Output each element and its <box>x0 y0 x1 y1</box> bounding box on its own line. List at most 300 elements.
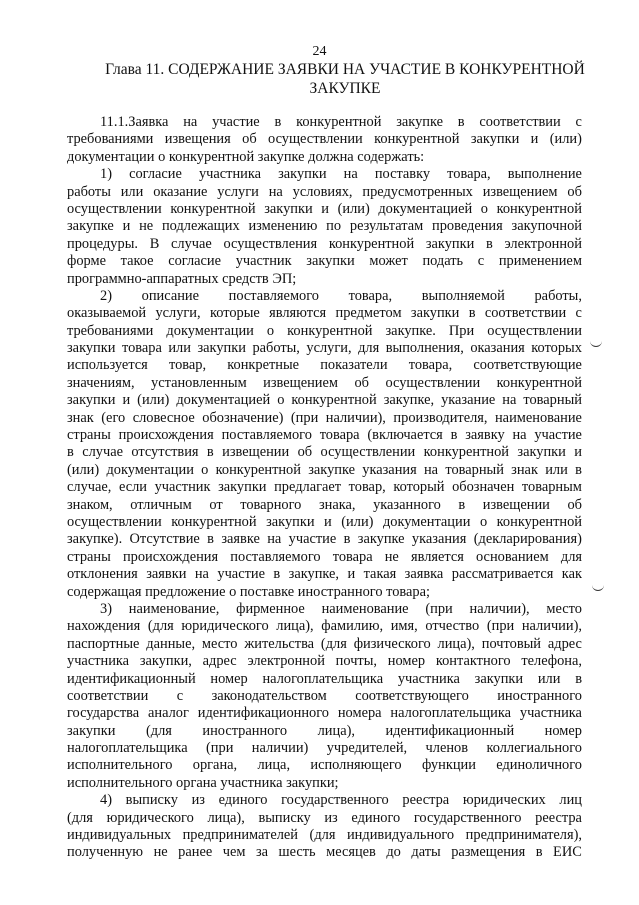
word: за <box>255 844 269 861</box>
word: о <box>266 322 275 339</box>
word: знаком, <box>67 496 113 513</box>
word: шесть <box>278 844 316 861</box>
word: юридического <box>181 618 269 635</box>
text-line <box>67 462 582 479</box>
word: согласие <box>129 166 182 183</box>
word: на <box>343 166 358 183</box>
word: исполнительного <box>67 757 173 774</box>
word: индивидуальных <box>67 827 172 844</box>
word: (для <box>145 722 172 739</box>
word: (для <box>320 635 347 652</box>
text-line <box>67 792 582 809</box>
word: на <box>423 461 439 478</box>
text-line <box>67 149 582 166</box>
word: конкурентной <box>374 131 460 148</box>
word: осуществлении <box>385 374 481 391</box>
word: рассматривается <box>451 566 554 583</box>
word: в <box>468 305 476 322</box>
word: согласие <box>168 253 222 270</box>
word: контактного <box>435 653 511 670</box>
word: 4) <box>100 792 112 809</box>
word: (для <box>147 618 174 635</box>
word: который <box>393 479 445 496</box>
word: конкурентной <box>328 235 415 252</box>
word: заявке <box>221 531 260 548</box>
word: документации <box>382 513 471 530</box>
word: в <box>457 114 465 130</box>
word: номер <box>210 670 248 687</box>
word: об <box>567 183 582 200</box>
word: лица), <box>317 722 355 739</box>
text-line <box>67 653 582 670</box>
word: участие <box>212 114 260 130</box>
word: даты <box>411 844 441 861</box>
word: закупки <box>218 479 267 496</box>
margin-scan-mark <box>590 340 602 347</box>
word: товара, <box>408 357 453 374</box>
word: закупки <box>264 200 313 217</box>
word: такая <box>363 566 397 583</box>
word: до <box>386 844 401 861</box>
word: коллегиального <box>486 740 582 757</box>
word: выполняемой <box>421 287 505 304</box>
word: с <box>477 253 485 270</box>
word: участника <box>397 670 460 687</box>
word: конкурентной <box>215 461 301 478</box>
word: наличии), <box>469 600 530 617</box>
word: В <box>149 235 160 252</box>
word: закупке, <box>383 392 435 409</box>
word: наличии) <box>251 740 309 757</box>
word: оказываемой <box>67 305 147 322</box>
word: закупки <box>306 253 355 270</box>
word: юридических <box>462 792 546 809</box>
word: на <box>267 531 282 548</box>
word: место <box>546 600 582 617</box>
word: закупки <box>470 131 520 148</box>
word: участник <box>154 479 211 496</box>
word: предпринимателей <box>182 827 298 844</box>
word: случае, <box>67 479 112 496</box>
word: товара; <box>386 583 430 600</box>
word: государственного <box>281 792 389 809</box>
word: предусмотренных <box>362 183 473 200</box>
word: документации <box>166 322 254 339</box>
word: адрес <box>202 653 237 670</box>
word: закупке <box>308 461 355 478</box>
word: почтовый <box>481 635 542 652</box>
word: являются <box>269 305 327 322</box>
word: обозначение) <box>202 409 284 426</box>
word: отклонения <box>67 566 138 583</box>
word: размещения <box>451 844 526 861</box>
word: как <box>561 566 582 583</box>
text-line <box>67 775 582 792</box>
word: в <box>343 531 351 548</box>
word: юридического <box>106 809 194 826</box>
word: в <box>575 670 582 687</box>
word: на <box>512 427 527 444</box>
word: аналог <box>148 705 189 722</box>
word: из <box>324 809 338 826</box>
word: закупки, <box>139 653 192 670</box>
word: знак <box>67 409 94 426</box>
text-line <box>67 705 582 722</box>
word: по <box>326 218 342 235</box>
word: выполнения, <box>385 340 464 357</box>
word: конкурентной <box>291 392 377 409</box>
word: случае <box>171 235 212 252</box>
word: является <box>410 548 464 565</box>
word: подлежащих <box>161 218 240 235</box>
word: конкурентной <box>171 513 257 530</box>
word: наименование <box>321 600 409 617</box>
word: полученную <box>67 844 144 861</box>
text-line <box>67 357 582 374</box>
word: проведения <box>432 218 503 235</box>
word: членов <box>425 740 469 757</box>
text-line <box>67 253 582 270</box>
word: (декларирования) <box>473 531 582 548</box>
text-line <box>67 288 582 305</box>
word: закупке, <box>288 566 340 583</box>
word: товар, <box>168 357 207 374</box>
word: месяцев <box>326 844 376 861</box>
word: условиях, <box>292 183 353 200</box>
word: ранее <box>178 844 213 861</box>
word: товара <box>319 427 360 444</box>
word: основанием <box>476 548 549 565</box>
word: закупки <box>474 670 524 687</box>
word: единого <box>218 792 268 809</box>
word: (при <box>425 600 453 617</box>
word: иностранного <box>297 583 387 600</box>
text-line <box>67 184 582 201</box>
word: страны <box>67 548 111 565</box>
word: (включается <box>367 427 443 444</box>
word: результатам <box>349 218 424 235</box>
word: единого <box>351 809 401 826</box>
word: из <box>191 792 205 809</box>
word: государства <box>67 705 140 722</box>
word: функции <box>421 757 476 774</box>
word: документацией <box>176 392 271 409</box>
word: и <box>321 200 329 217</box>
word: описание <box>141 287 199 304</box>
word: закупки; <box>286 774 339 791</box>
word: почты, <box>335 653 377 670</box>
word: При <box>448 322 475 339</box>
word: наименование <box>494 409 582 426</box>
word: участник <box>235 253 292 270</box>
word: соответствующего <box>355 687 469 704</box>
word: в <box>486 235 493 252</box>
word: работы, <box>534 287 582 304</box>
word: в <box>458 496 466 513</box>
word: номер <box>387 653 426 670</box>
text-line <box>67 236 582 253</box>
word: отчество <box>425 618 480 635</box>
word: (или) <box>337 200 370 217</box>
text-line <box>67 131 582 148</box>
word: оказания <box>470 340 525 357</box>
word: лиц <box>559 792 582 809</box>
word: участника <box>519 705 582 722</box>
word: в <box>206 444 214 461</box>
word: на <box>194 566 209 583</box>
word: телефона, <box>521 653 582 670</box>
text-line <box>67 114 582 131</box>
word: содержать: <box>357 148 425 165</box>
word: участника <box>67 653 130 670</box>
word: законодательством <box>211 687 327 704</box>
word: документации <box>106 461 194 478</box>
word: электронной <box>247 653 325 670</box>
word: и <box>347 566 356 583</box>
word: идентификационный <box>385 722 515 739</box>
word: участие <box>217 566 265 583</box>
text-line <box>67 340 582 357</box>
word: (при <box>290 409 319 426</box>
word: лица), <box>276 618 314 635</box>
word: содержащая <box>67 583 146 600</box>
word: о <box>277 392 285 409</box>
word: соответствии <box>484 305 567 322</box>
word: документации <box>67 148 159 165</box>
text-line <box>67 671 582 688</box>
text-line <box>67 584 582 601</box>
word: не <box>139 218 154 235</box>
word: форме <box>67 253 106 270</box>
word: страны <box>67 427 111 444</box>
text-line <box>67 305 582 322</box>
word: в <box>67 444 74 461</box>
word: и <box>122 218 131 235</box>
text-line <box>67 444 582 461</box>
word: соответствии <box>479 114 561 130</box>
word: в <box>274 114 282 130</box>
word: товара, <box>447 166 491 183</box>
word: место <box>201 635 238 652</box>
word: товара, <box>348 287 393 304</box>
text-line <box>67 636 582 653</box>
word: о <box>480 200 488 217</box>
text-line <box>67 549 582 566</box>
word: (его <box>101 409 126 426</box>
word: индивидуального <box>346 827 455 844</box>
word: лица), <box>207 809 245 826</box>
word: конкурентной <box>423 444 509 461</box>
word: услуги, <box>155 305 201 322</box>
word: применением <box>498 253 582 270</box>
word: указанного <box>373 496 441 513</box>
text-line <box>67 271 582 288</box>
word: на <box>268 183 283 200</box>
word: соответствии <box>67 687 149 704</box>
word: которые <box>209 305 260 322</box>
text-line <box>67 688 582 705</box>
text-line <box>67 479 582 496</box>
text-line <box>67 601 582 618</box>
word: ЕИС <box>553 844 582 861</box>
word: закупке). <box>67 531 123 548</box>
word: конкурентной <box>296 114 382 130</box>
word: выполнение <box>507 166 582 183</box>
word: учредителей, <box>326 740 408 757</box>
text-line <box>67 166 582 183</box>
word: и <box>324 513 332 530</box>
word: номер <box>544 722 582 739</box>
word: исполняющего <box>310 757 402 774</box>
word: участие <box>534 427 582 444</box>
word: средств <box>222 270 273 287</box>
word: товарного <box>240 496 302 513</box>
word: с <box>575 305 582 322</box>
text-line <box>67 757 582 774</box>
word: изменению <box>248 218 318 235</box>
word: 2) <box>100 287 112 304</box>
word: товарный <box>445 461 504 478</box>
word: или <box>537 670 561 687</box>
word: лица), <box>437 635 475 652</box>
word: для <box>560 548 582 565</box>
word: участие <box>288 531 337 548</box>
word: осуществлении <box>67 200 162 217</box>
word: происхождения <box>118 427 214 444</box>
word: указания <box>362 461 417 478</box>
word: на <box>183 114 198 130</box>
word: (для <box>309 827 336 844</box>
margin-scan-mark <box>592 584 604 591</box>
word: осуществлении <box>320 444 416 461</box>
word: работы <box>67 183 111 200</box>
text-line <box>67 723 582 740</box>
word: и <box>574 444 582 461</box>
text-line <box>67 323 582 340</box>
word: иностранного <box>497 687 582 704</box>
word: Отсутствие <box>129 531 200 548</box>
word: (или) <box>67 461 100 478</box>
word: осуществления <box>223 235 318 252</box>
chapter-title-line-2: ЗАКУПКЕ <box>309 80 381 97</box>
word: закупки <box>67 722 116 739</box>
text-line <box>67 218 582 235</box>
word: поставку <box>374 166 431 183</box>
word: или <box>120 183 144 200</box>
word: участника <box>198 166 262 183</box>
word: товарный <box>523 392 582 409</box>
word: в <box>575 461 582 478</box>
word: идентификационного <box>197 705 329 722</box>
word: оказание <box>153 183 208 200</box>
word: процедуры. <box>67 235 138 252</box>
word: о <box>158 148 169 165</box>
word: (или) <box>137 392 170 409</box>
word: требованиями <box>67 322 154 339</box>
word: единоличного <box>496 757 582 774</box>
word: если <box>118 479 147 496</box>
word: налогоплательщика <box>390 705 512 722</box>
word: словесное <box>132 409 195 426</box>
word: в <box>450 427 458 444</box>
word: электронной <box>504 235 582 252</box>
word: закупки <box>67 392 116 409</box>
word: закупки <box>266 513 315 530</box>
word: товарным <box>521 479 582 496</box>
word: которых <box>531 340 582 357</box>
word: чем <box>222 844 246 861</box>
word: номера <box>337 705 382 722</box>
word: органа <box>176 774 221 791</box>
chapter-title <box>100 60 590 98</box>
word: реестра <box>402 792 450 809</box>
word: конкурентной <box>168 148 258 165</box>
word: участника <box>220 774 287 791</box>
word: поставляемого <box>228 287 319 304</box>
word: на <box>502 392 517 409</box>
word: адрес <box>547 635 582 652</box>
word: 11.1.Заявка <box>100 114 169 130</box>
word: заявку <box>465 427 505 444</box>
text-line <box>67 618 582 635</box>
word: указания <box>411 531 467 548</box>
word: физического <box>353 635 431 652</box>
word: должна <box>308 148 358 165</box>
word: используется <box>67 357 148 374</box>
word: наименование, <box>128 600 220 617</box>
word: заявки <box>146 566 187 583</box>
word: закупке <box>257 148 309 165</box>
word: документацией <box>378 200 473 217</box>
word: может <box>369 253 408 270</box>
word: жительства <box>244 635 315 652</box>
word: выписку <box>258 809 311 826</box>
word: (при <box>486 618 515 635</box>
word: 1) <box>100 166 112 183</box>
word: извещении <box>222 444 290 461</box>
word: данные, <box>146 635 196 652</box>
page-number: 24 <box>312 44 327 59</box>
word: закупки <box>425 235 475 252</box>
word: (при <box>206 740 234 757</box>
word: об <box>567 496 582 513</box>
word: заявка <box>404 566 444 583</box>
word: в <box>535 844 543 861</box>
word: показатели <box>320 357 388 374</box>
word: осуществлении <box>268 131 363 148</box>
word: о <box>201 461 209 478</box>
word: в <box>273 566 281 583</box>
word: предлагает <box>274 479 342 496</box>
word: отличным <box>130 496 192 513</box>
word: поставляемого <box>221 427 312 444</box>
word: об <box>242 131 257 148</box>
word: ЭП; <box>272 270 297 287</box>
word: указание <box>441 392 496 409</box>
word: извещением <box>482 183 558 200</box>
word: поставляемого <box>230 548 321 565</box>
text-line <box>67 531 582 548</box>
word: предложение <box>145 583 230 600</box>
word: извещения <box>164 131 231 148</box>
word: закупке. <box>385 322 436 339</box>
chapter-title-line-1: Глава 11. СОДЕРЖАНИЕ ЗАЯВКИ НА УЧАСТИЕ В КОНКУРЕНТНОЙ <box>105 61 585 78</box>
word: такое <box>120 253 154 270</box>
word: (для <box>67 809 93 826</box>
word: извещением <box>263 374 339 391</box>
word: налогоплательщика <box>262 670 384 687</box>
word: с <box>575 114 582 130</box>
